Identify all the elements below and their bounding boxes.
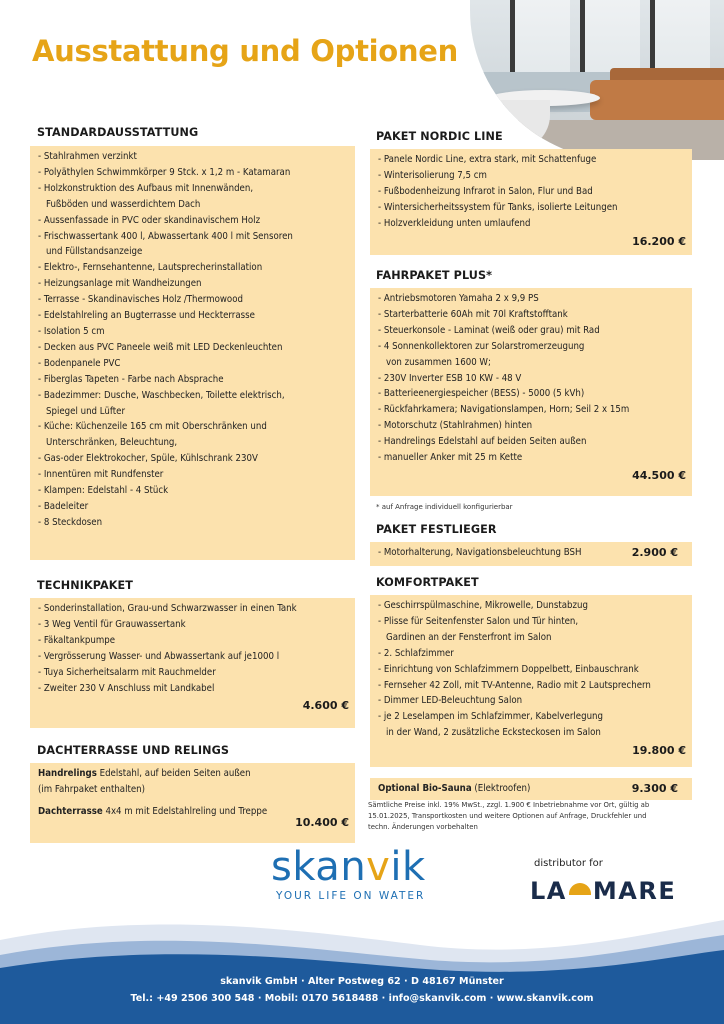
standard-heading: STANDARDAUSSTATTUNG xyxy=(37,126,199,139)
list-item: - Tuya Sicherheitsalarm mit Rauchmelder xyxy=(38,666,216,678)
list-item: - Steuerkonsole - Laminat (weiß oder grau) mit Rad xyxy=(378,324,600,336)
list-item: - Badeleiter xyxy=(38,500,89,512)
list-item: - Handrelings Edelstahl auf beiden Seiten außen xyxy=(378,436,587,448)
dach-box xyxy=(30,763,355,843)
dach-heading: DACHTERRASSE UND RELINGS xyxy=(37,744,230,757)
list-item: - Fernseher 42 Zoll, mit TV-Antenne, Radio mit 2 Lautsprechern xyxy=(378,679,651,691)
list-item: - Zweiter 230 V Anschluss mit Landkabel xyxy=(38,682,215,694)
list-item: - Dimmer LED-Beleuchtung Salon xyxy=(378,695,523,707)
list-item: - Rückfahrkamera; Navigationslampen, Horn; Seil 2 x 15m xyxy=(378,404,630,416)
list-item: - Aussenfassade in PVC oder skandinavischem Holz xyxy=(38,214,261,226)
list-item: - Isolation 5 cm xyxy=(38,325,105,337)
list-item: - Bodenpanele PVC xyxy=(38,357,121,369)
page-title: Ausstattung und Optionen xyxy=(32,34,458,68)
list-item: - Fiberglas Tapeten - Farbe nach Absprache xyxy=(38,373,224,385)
festlieger-box xyxy=(370,542,692,566)
footer-address: skanvik GmbH · Alter Postweg 62 · D 48167 Münster xyxy=(220,976,504,987)
dach-line-2: (im Fahrpaket enthalten) xyxy=(38,783,146,795)
list-item: - Innentüren mit Rundfenster xyxy=(38,469,164,481)
dach-price: 10.400 € xyxy=(295,815,349,829)
fine-print: Sämtliche Preise inkl. 19% MwSt., zzgl. 1.900 € Inbetriebnahme vor Ort, gültig ab 15.01.2025, Transportkosten und weitere Optionen auf Anfrage, Druckfehler und techn. Änderungen vorbehalten xyxy=(368,801,650,831)
list-item: - Vergrösserung Wasser- und Abwassertank auf je1000 l xyxy=(38,650,280,662)
list-item: - Polyäthylen Schwimmkörper 9 Stck. x 1,2 m - Katamaran xyxy=(38,166,291,178)
list-item: - Terrasse - Skandinavisches Holz /Thermowood xyxy=(38,294,243,306)
skanvik-logo: skanvik xyxy=(271,844,426,890)
list-item: - Starterbatterie 60Ah mit 70l Kraftstofftank xyxy=(378,308,568,320)
list-item: - 3 Weg Ventil für Grauwassertank xyxy=(38,618,186,630)
list-item: Spiegel und Lüfter xyxy=(46,405,125,417)
package-price: 16.200 € xyxy=(632,234,686,248)
list-item: - Fäkaltankpumpe xyxy=(38,634,116,646)
package-price: 4.600 € xyxy=(302,699,349,713)
lamare-logo: LA MARE xyxy=(530,877,677,905)
list-item: - Badezimmer: Dusche, Waschbecken, Toilette elektrisch, xyxy=(38,389,285,401)
nordic-list xyxy=(370,149,692,255)
list-item: - je 2 Leselampen im Schlafzimmer, Kabelverlegung xyxy=(378,711,603,723)
list-item: - 4 Sonnenkollektoren zur Solarstromerzeugung xyxy=(378,340,585,352)
list-item: - Motorschutz (Stahlrahmen) hinten xyxy=(378,420,533,432)
hero-photo xyxy=(470,0,724,160)
sauna-box xyxy=(370,778,692,800)
list-item: - Wintersicherheitssystem für Tanks, isolierte Leitungen xyxy=(378,201,618,213)
list-item: und Füllstandsanzeige xyxy=(46,246,143,258)
festlieger-heading: PAKET FESTLIEGER xyxy=(376,523,497,536)
list-item: - manueller Anker mit 25 m Kette xyxy=(378,452,523,464)
footer-contact: Tel.: +49 2506 300 548 · Mobil: 0170 5618488 · info@skanvik.com · www.skanvik.com xyxy=(130,993,594,1004)
list-item: - 8 Steckdosen xyxy=(38,516,103,528)
festlieger-item: - Motorhalterung, Navigationsbeleuchtung BSH xyxy=(378,547,582,558)
list-item: - Antriebsmotoren Yamaha 2 x 9,9 PS xyxy=(378,293,539,304)
list-item: - 2. Schlafzimmer xyxy=(378,647,454,659)
nordic-heading: PAKET NORDIC LINE xyxy=(376,130,503,143)
dach-line-1: Handrelings Edelstahl, auf beiden Seiten außen xyxy=(38,768,251,779)
distributor-label: distributor for xyxy=(534,858,603,869)
list-item: - 230V Inverter ESB 10 KW - 48 V xyxy=(378,372,522,384)
sauna-label: Optional Bio-Sauna (Elektroofen) xyxy=(378,783,531,794)
list-item: Fußböden und wasserdichtem Dach xyxy=(46,198,201,210)
list-item: - Holzverkleidung unten umlaufend xyxy=(378,217,531,229)
list-item: - Geschirrspülmaschine, Mikrowelle, Dunstabzug xyxy=(378,600,588,611)
list-item: - Sonderinstallation, Grau-und Schwarzwasser in einen Tank xyxy=(38,603,297,614)
list-item: - Küche: Küchenzeile 165 cm mit Oberschränken und xyxy=(38,421,267,433)
list-item: - Frischwassertank 400 l, Abwassertank 400 l mit Sensoren xyxy=(38,230,293,242)
list-item: - Winterisolierung 7,5 cm xyxy=(378,169,487,181)
list-item: - Fußbodenheizung Infrarot in Salon, Flur und Bad xyxy=(378,185,593,197)
festlieger-price: 2.900 € xyxy=(631,546,678,559)
list-item: - Edelstahlreling an Bugterrasse und Heckterrasse xyxy=(38,310,255,322)
skanvik-tagline: YOUR LIFE ON WATER xyxy=(276,890,426,902)
komfort-heading: KOMFORTPAKET xyxy=(376,576,479,589)
list-item: - Plisse für Seitenfenster Salon und Tür hinten, xyxy=(378,615,579,627)
footer-waves xyxy=(0,900,724,1024)
fahr-list xyxy=(370,288,692,496)
standard-list xyxy=(30,146,355,560)
sun-icon xyxy=(569,883,591,895)
list-item: - Klampen: Edelstahl - 4 Stück xyxy=(38,485,169,497)
list-item: - Gas-oder Elektrokocher, Spüle, Kühlschrank 230V xyxy=(38,453,258,465)
list-item: - Holzkonstruktion des Aufbaus mit Innenwänden, xyxy=(38,182,254,194)
list-item: - Batterieenergiespeicher (BESS) - 5000 (5 kVh) xyxy=(378,388,585,400)
list-item: von zusammen 1600 W; xyxy=(386,356,491,368)
technik-heading: TECHNIKPAKET xyxy=(37,579,134,592)
komfort-list xyxy=(370,595,692,767)
list-item: - Panele Nordic Line, extra stark, mit Schattenfuge xyxy=(378,154,597,165)
technik-list xyxy=(30,598,355,728)
list-item: in der Wand, 2 zusätzliche Ecksteckosen im Salon xyxy=(386,727,601,739)
list-item: - Stahlrahmen verzinkt xyxy=(38,151,137,162)
fahr-note: * auf Anfrage individuell konfigurierbar xyxy=(376,503,513,511)
package-price: 44.500 € xyxy=(632,468,686,482)
list-item: Unterschränken, Beleuchtung, xyxy=(46,437,178,449)
list-item: - Einrichtung von Schlafzimmern Doppelbett, Einbauschrank xyxy=(378,663,639,675)
list-item: - Decken aus PVC Paneele weiß mit LED Deckenleuchten xyxy=(38,341,283,353)
list-item: Gardinen an der Fensterfront im Salon xyxy=(386,631,552,643)
dach-line-3: Dachterrasse 4x4 m mit Edelstahlreling und Treppe xyxy=(38,805,268,817)
fahr-heading: FAHRPAKET PLUS* xyxy=(376,269,493,282)
package-price: 19.800 € xyxy=(632,744,686,758)
list-item: - Elektro-, Fernsehantenne, Lautsprecherinstallation xyxy=(38,262,263,274)
sauna-price: 9.300 € xyxy=(631,782,678,795)
list-item: - Heizungsanlage mit Wandheizungen xyxy=(38,278,202,290)
